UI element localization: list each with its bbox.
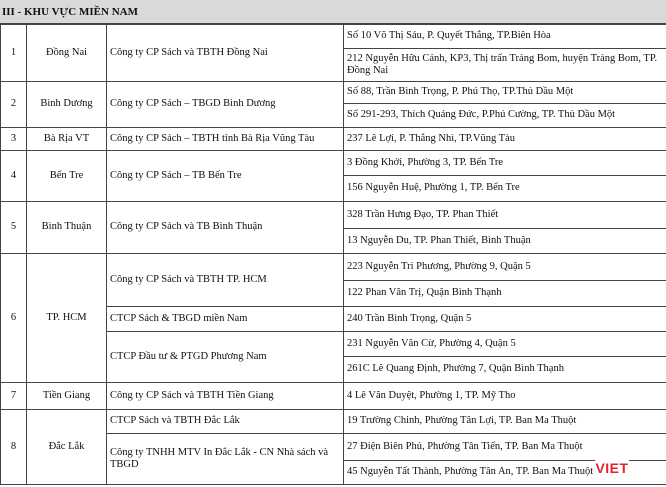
row-number: 8 xyxy=(1,410,27,485)
vietnamnet-logo xyxy=(595,457,629,479)
section-title: III - KHU VỰC MIỀN NAM xyxy=(0,0,666,24)
company-name: Công ty CP Sách và TBTH Đồng Nai xyxy=(107,25,344,82)
company-name: CTCP Sách và TBTH Đắc Lắk xyxy=(107,410,344,434)
province-name: Đắc Lắk xyxy=(27,410,107,485)
table-row xyxy=(1,151,666,176)
address: 45 Nguyễn Tất Thành, Phường Tân An, TP. Ban Ma Thuột xyxy=(344,461,666,485)
company-name: CTCP Sách & TBGD miền Nam xyxy=(107,307,344,332)
table-row xyxy=(1,410,666,434)
address: 240 Trần Bình Trọng, Quận 5 xyxy=(344,307,666,332)
address: Số 88, Trần Bình Trọng, P. Phú Thọ, TP.Thủ Dầu Một xyxy=(344,82,666,104)
address: 223 Nguyễn Tri Phương, Phường 9, Quận 5 xyxy=(344,254,666,281)
address: 156 Nguyễn Huệ, Phường 1, TP. Bến Tre xyxy=(344,176,666,202)
province-name: Bình Dương xyxy=(27,82,107,128)
address: 19 Trường Chinh, Phường Tân Lợi, TP. Ban Ma Thuột xyxy=(344,410,666,434)
address: Số 10 Võ Thị Sáu, P. Quyết Thắng, TP.Biên Hòa xyxy=(344,25,666,49)
company-name: Công ty CP Sách và TBTH TP. HCM xyxy=(107,254,344,307)
table-row xyxy=(1,383,666,410)
province-name: Bến Tre xyxy=(27,151,107,202)
table-row xyxy=(1,25,666,49)
company-name: Công ty CP Sách – TB Bến Tre xyxy=(107,151,344,202)
province-name: Bình Thuận xyxy=(27,202,107,254)
address: Số 291-293, Thích Quảng Đức, P.Phú Cường, TP. Thủ Dầu Một xyxy=(344,104,666,128)
logo-text: VIET xyxy=(595,460,629,476)
address: 212 Nguyễn Hữu Cảnh, KP3, Thị trấn Trảng Bom, huyện Trảng Bom, TP. Đồng Nai xyxy=(344,49,666,82)
table-row xyxy=(1,254,666,281)
row-number: 1 xyxy=(1,25,27,82)
row-number: 4 xyxy=(1,151,27,202)
row-number: 5 xyxy=(1,202,27,254)
table-row xyxy=(1,202,666,229)
company-name: Công ty TNHH MTV In Đắc Lắk - CN Nhà sách và TBGD xyxy=(107,434,344,485)
company-name: Công ty CP Sách và TB Bình Thuận xyxy=(107,202,344,254)
bookstore-table xyxy=(0,24,666,485)
company-name: Công ty CP Sách – TBTH tỉnh Bà Rịa Vũng Tàu xyxy=(107,128,344,151)
company-name: CTCP Đầu tư & PTGD Phương Nam xyxy=(107,332,344,383)
address: 231 Nguyễn Văn Cừ, Phường 4, Quận 5 xyxy=(344,332,666,357)
address: 122 Phan Văn Trị, Quận Bình Thạnh xyxy=(344,281,666,307)
address: 4 Lê Văn Duyệt, Phường 1, TP. Mỹ Tho xyxy=(344,383,666,410)
province-name: TP. HCM xyxy=(27,254,107,383)
company-name: Công ty CP Sách và TBTH Tiền Giang xyxy=(107,383,344,410)
table-row xyxy=(1,128,666,151)
company-name: Công ty CP Sách – TBGD Bình Dương xyxy=(107,82,344,128)
address: 261C Lê Quang Định, Phường 7, Quận Bình Thạnh xyxy=(344,357,666,383)
address: 13 Nguyễn Du, TP. Phan Thiết, Bình Thuận xyxy=(344,229,666,254)
address: 3 Đồng Khởi, Phường 3, TP. Bến Tre xyxy=(344,151,666,176)
province-name: Tiền Giang xyxy=(27,383,107,410)
row-number: 2 xyxy=(1,82,27,128)
row-number: 3 xyxy=(1,128,27,151)
address: 328 Trần Hưng Đạo, TP. Phan Thiết xyxy=(344,202,666,229)
province-name: Đồng Nai xyxy=(27,25,107,82)
row-number: 6 xyxy=(1,254,27,383)
address: 237 Lê Lợi, P. Thắng Nhì, TP.Vũng Tàu xyxy=(344,128,666,151)
row-number: 7 xyxy=(1,383,27,410)
address: 27 Điện Biên Phủ, Phường Tân Tiến, TP. Ban Ma Thuột xyxy=(344,434,666,461)
table-row xyxy=(1,82,666,104)
province-name: Bà Rịa VT xyxy=(27,128,107,151)
